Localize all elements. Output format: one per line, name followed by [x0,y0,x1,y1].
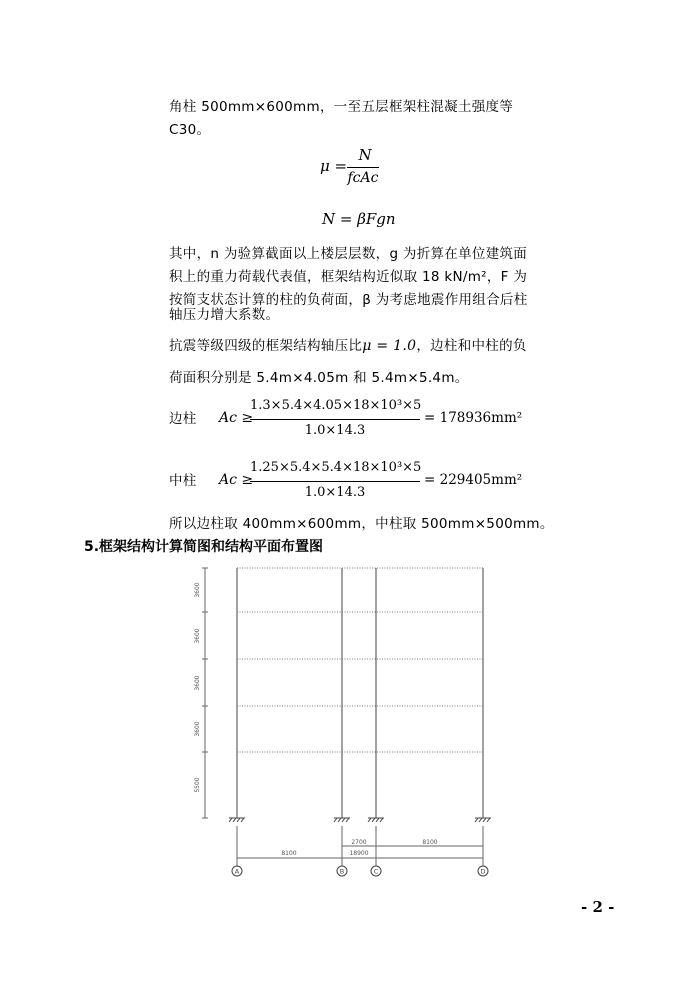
axis-bubbles [232,866,488,876]
fixed-supports [229,818,491,822]
edge-result: = 178936mm² [424,410,523,426]
explain-line-1: 其中，n 为验算截面以上楼层层数，g 为折算在单位建筑面 [169,246,528,262]
dim-8100-right: 8100 [422,839,438,846]
mid-label: 中柱 [169,473,197,489]
mid-numerator: 1.25×5.4×5.4×18×10³×5 [250,460,422,475]
story-dimension-line [202,568,208,818]
mid-denominator: 1.0×14.3 [304,485,366,500]
edge-lhs: Ac ≥ [219,410,254,426]
mu-lhs: μ = [320,157,348,175]
mid-result: = 229405mm² [424,472,523,488]
story-height-4: 3600 [194,628,201,644]
area-line: 荷面积分别是 5.4m×4.05m 和 5.4m×5.4m。 [169,370,469,386]
dim-2700: 2700 [351,839,367,846]
mu-denominator: fcAc [347,170,379,186]
edge-numerator: 1.3×5.4×4.05×18×10³×5 [250,398,422,413]
axis-label-d: D [480,867,486,876]
mid-lhs: Ac ≥ [219,472,254,488]
support-c [368,818,384,822]
frame-columns [237,568,483,818]
explain-line-4: 轴压力增大系数。 [169,307,280,323]
story-height-2: 3600 [194,721,201,737]
n-equation: N = βFgn [322,210,396,228]
axis-label-c: C [373,867,379,876]
axis-label-b: B [339,867,345,876]
edge-denominator: 1.0×14.3 [304,423,366,438]
dim-8100-left: 8100 [281,850,297,857]
intro-line-2: C30。 [169,122,211,138]
seismic-mu: μ = 1.0 [362,338,417,354]
page-number: - 2 - [581,898,615,916]
section-heading: 5.框架结构计算简图和结构平面布置图 [84,539,324,555]
support-d [475,818,491,822]
support-a [229,818,245,822]
edge-label: 边柱 [169,411,197,427]
axis-label-a: A [234,867,240,876]
story-height-5: 3600 [194,582,201,598]
explain-line-3: 按简支状态计算的柱的负荷面，β 为考虑地震作用组合后柱 [169,292,528,308]
story-height-3: 3600 [194,675,201,691]
frame-beams [237,568,483,752]
mu-numerator: N [358,146,372,164]
seismic-prefix: 抗震等级四级的框架结构轴压比 [169,338,363,354]
seismic-suffix: ，边柱和中柱的负 [416,338,527,354]
story-height-1: 5500 [194,777,201,793]
span-dimension-lines [237,826,483,866]
explain-line-2: 积上的重力荷载代表值，框架结构近似取 18 kN/m²，F 为 [169,269,528,285]
conclusion-line: 所以边柱取 400mm×600mm，中柱取 500mm×500mm。 [169,516,554,532]
intro-line-1: 角柱 500mm×600mm，一至五层框架柱混凝土强度等 [169,99,514,115]
support-b [334,818,350,822]
dim-18900: 18900 [349,850,369,857]
